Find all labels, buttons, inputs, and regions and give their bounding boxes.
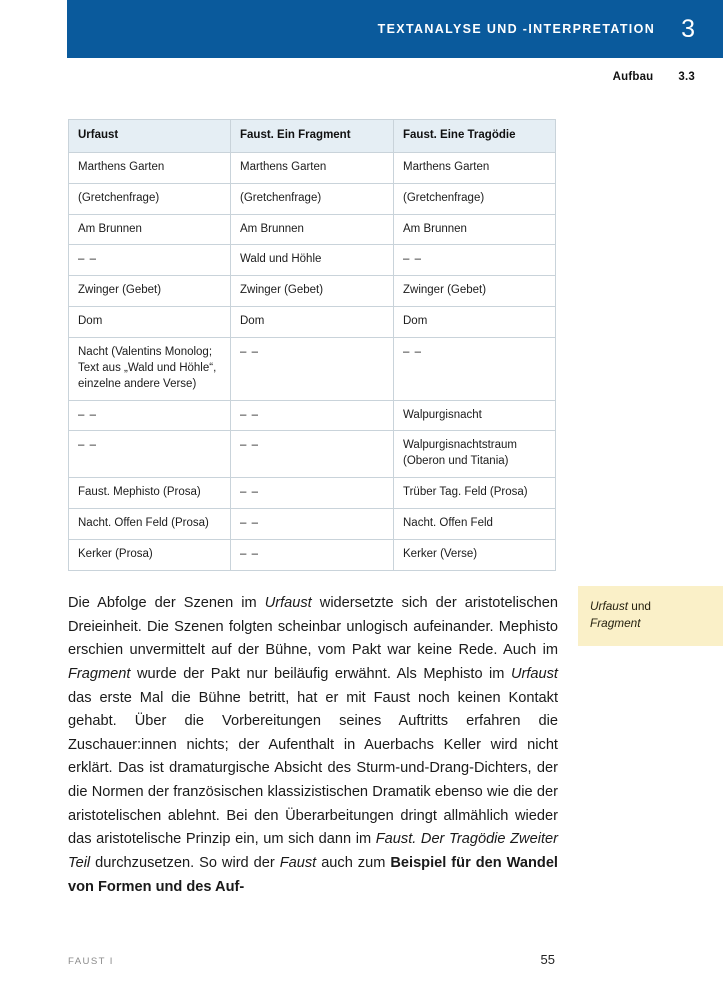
- table-row: [69, 431, 556, 478]
- page-footer: [68, 952, 555, 967]
- table-cell: Nacht. Offen Feld: [394, 509, 556, 540]
- chapter-header-banner: [67, 0, 723, 58]
- table-row: [69, 509, 556, 540]
- section-subheader: [613, 71, 695, 83]
- table-cell: Nacht (Valentins Monolog; Text aus „Wald und Höhle“, einzelne andere Verse): [69, 338, 231, 401]
- margin-note: [578, 586, 723, 646]
- table-cell: Nacht. Offen Feld (Prosa): [69, 509, 231, 540]
- table-cell: Marthens Garten: [231, 152, 394, 183]
- body-text-run: Die Abfolge der Szenen im: [68, 595, 265, 611]
- table-cell: (Gretchenfrage): [231, 183, 394, 214]
- footer-page-number: 55: [540, 952, 555, 967]
- body-text-run: durchzusetzen. So wird der: [90, 855, 280, 872]
- body-italic-term: Faust: [279, 855, 317, 872]
- table-cell: – –: [231, 478, 394, 509]
- margin-note-term-1: Urfaust: [590, 599, 629, 613]
- table-cell: Am Brunnen: [394, 214, 556, 245]
- table-cell: Walpurgisnacht: [394, 400, 556, 431]
- table-cell: (Gretchenfrage): [69, 183, 231, 214]
- footer-book-label: FAUST I: [68, 956, 114, 967]
- table-cell: Marthens Garten: [69, 152, 231, 183]
- table-cell: Faust. Mephisto (Prosa): [69, 478, 231, 509]
- table-cell: Trüber Tag. Feld (Prosa): [394, 478, 556, 509]
- table-row: [69, 276, 556, 307]
- table-cell: Kerker (Prosa): [69, 539, 231, 570]
- column-header-fragment: Faust. Ein Fragment: [231, 120, 394, 153]
- table-row: [69, 307, 556, 338]
- table-cell: – –: [394, 245, 556, 276]
- table-row: [69, 152, 556, 183]
- body-text-run: wurde der Pakt nur beiläufig erwähnt. Als Mephisto im: [130, 665, 511, 682]
- table-header: [69, 120, 556, 153]
- body-italic-term: Urfaust: [510, 665, 558, 682]
- table-row: [69, 478, 556, 509]
- table-row: [69, 539, 556, 570]
- table-header-row: [69, 120, 556, 153]
- table-cell: – –: [231, 431, 394, 478]
- table-row: [69, 214, 556, 245]
- scene-comparison-table: [68, 119, 556, 571]
- margin-note-conjunction: und: [628, 599, 651, 613]
- subheader-number: 3.3: [678, 71, 695, 83]
- table-cell: Zwinger (Gebet): [394, 276, 556, 307]
- body-italic-term: Urfaust: [264, 595, 312, 611]
- table-cell: Am Brunnen: [231, 214, 394, 245]
- table-row: [69, 338, 556, 401]
- table-cell: – –: [69, 245, 231, 276]
- table-cell: Am Brunnen: [69, 214, 231, 245]
- table-cell: – –: [69, 400, 231, 431]
- table-cell: Walpurgisnachtstraum (Oberon und Titania): [394, 431, 556, 478]
- body-text-run: das erste Mal die Bühne betritt, hat er mit Faust noch keinen Kontakt gehabt. Über die Vorbereitungen seines Auftritts erfahren die Zuschauer:innen nichts; der Aufenthalt in Auerbachs Keller wird nicht erklärt. Das ist dramaturgische Absicht des Sturm-und-Drang-Dichters, der die Normen der französischen klassizistischen Dramatik ebenso wie die der aristotelischen ablehnt. Bei den Überarbeitungen dringt allmählich wieder das aristotelische Prinzip ein, um sich dann im: [68, 689, 558, 848]
- table-cell: – –: [231, 338, 394, 401]
- body-bold-phrase: Beispiel für den Wandel von Formen und des Auf-: [68, 855, 558, 895]
- page-title: TEXTANALYSE UND -INTERPRETATION: [377, 22, 656, 36]
- table-row: [69, 245, 556, 276]
- column-header-urfaust: Urfaust: [69, 120, 231, 153]
- table-cell: – –: [394, 338, 556, 401]
- body-italic-term: Faust. Der Tragödie Zweiter Teil: [68, 831, 558, 872]
- subheader-label: Aufbau: [612, 71, 654, 83]
- body-italic-term: Fragment: [68, 665, 131, 682]
- table-cell: Marthens Garten: [394, 152, 556, 183]
- table-cell: – –: [231, 400, 394, 431]
- margin-note-term-2: Fragment: [590, 615, 641, 630]
- table-row: [69, 183, 556, 214]
- table-cell: Kerker (Verse): [394, 539, 556, 570]
- table-row: [69, 400, 556, 431]
- column-header-tragoedie: Faust. Eine Tragödie: [394, 120, 556, 153]
- table-cell: (Gretchenfrage): [394, 183, 556, 214]
- body-paragraph: [68, 592, 558, 899]
- table-cell: Zwinger (Gebet): [69, 276, 231, 307]
- table-cell: Zwinger (Gebet): [231, 276, 394, 307]
- chapter-number: 3: [681, 14, 695, 43]
- table-cell: – –: [231, 509, 394, 540]
- table-cell: Dom: [394, 307, 556, 338]
- table-cell: Dom: [231, 307, 394, 338]
- table-cell: Dom: [69, 307, 231, 338]
- table-body: [69, 152, 556, 570]
- body-text-run: auch zum: [316, 855, 391, 872]
- table-cell: – –: [69, 431, 231, 478]
- table-cell: – –: [231, 539, 394, 570]
- body-text-run: widersetzte sich der aristotelischen Dreieinheit. Die Szenen folgten scheinbar unlogisch aufeinander. Mephisto erschien unvermittelt auf der Bühne, vom Pakt war keine Rede. Auch im: [68, 595, 558, 659]
- table-cell: Wald und Höhle: [231, 245, 394, 276]
